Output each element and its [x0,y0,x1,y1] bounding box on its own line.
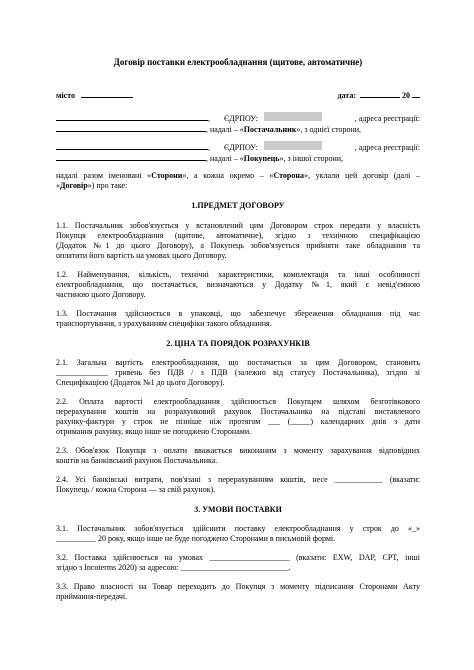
date-year-blank [412,89,420,98]
paragraph-line: Специфікацією (Додаток №1 до цього Договору). [56,378,225,387]
date-label: дата: [337,91,356,100]
buyer-address-label: , адреса реєстрації: [354,143,420,152]
paragraph-line: рахунку-фактури у строк не пізніше ніж протягом ___ (_____) календарних днів з дати [56,417,420,426]
supplier-tail: », з однієї сторони, [296,125,362,134]
paragraph-line: 1.1. Постачальник зобов'язується у встановлений цим Договором строк передати у власність [56,221,420,230]
paragraph-line: 2.1. Загальна вартість електрообладнання, що постачається за цим Договором, становить [56,358,420,367]
paragraph-line: 2.3. Обов'язок Покупця з оплати вважається виконаним з моменту зарахування відповідних [56,446,420,455]
buyer-edrpou-redacted [264,141,322,150]
buyer-line-1: , ЄДРПОУ: , адреса реєстрації: [56,141,420,153]
paragraph-line: згідно з Incoterms 2020) за адресою: ___________________________. [56,563,291,572]
supplier-edrpou-label: ЄДРПОУ: [224,114,258,123]
paragraph-line: _____________ гривень без ПДВ / з ПДВ (залежно від статусу Постачальника), згідно зі [56,368,420,377]
supplier-address-blank [56,123,206,132]
city-blank [81,89,133,98]
paragraph-line: 1.3. Постачання здійснюється в упаковці, що забезпечує збереження обладнання під час [56,309,420,318]
city-date-line [56,89,420,101]
section-heading: 2. ЦІНА ТА ПОРЯДОК РОЗРАХУНКІВ [166,339,310,348]
supplier-line-2 [56,123,420,135]
date-year: 20 [402,91,410,100]
paragraph-line: перерахування коштів на розрахунковий рахунок Постачальника на підставі виставленого [56,407,420,416]
document-title: Договір поставки електрообладнання (щитове, автоматичне) [113,57,363,67]
buyer-hereafter: , надалі – « [206,154,244,163]
paragraph-line: оплатити його вартість на умовах цього Договору. [56,251,227,260]
paragraph-line: 3.2. Поставка здійснюється на умовах ____________________ (вказати: EXW, DAP, CPT, інші [56,553,420,562]
buyer-edrpou-label: ЄДРПОУ: [224,143,258,152]
preamble-line-1: надалі разом іменовані «Сторони», а кожна окремо – «Сторона», уклали цей договір (далі – [56,171,420,180]
paragraph-line: 2.2. Оплата вартості електрообладнання здійснюється Покупцем шляхом безготівкового [56,397,420,406]
paragraph-line: частиною цього Договору. [56,290,146,299]
paragraph-line: транспортування, з урахуванням специфіки такого обладнання. [56,319,272,328]
section-heading: 3. УМОВИ ПОСТАВКИ [194,505,282,514]
buyer-role: Покупець [243,154,280,163]
paragraph-line: __________ 20 року, якщо інше не буде погоджено Сторонами в письмовій формі. [56,534,336,543]
section-heading: 1.ПРЕДМЕТ ДОГОВОРУ [191,201,285,210]
preamble-line-2: «Договір») про таке: [56,181,128,190]
paragraph-line: (Додаток №1 до цього Договору), а Покупець зобов'язується прийняти таке обладнання та [56,241,420,250]
paragraph-line: коштів на банківський рахунок Постачальника. [56,456,218,465]
paragraph-line: електрообладнання, що постачається, визначаються у Додатку №1, який є невід'ємною [56,280,420,289]
paragraph-line: 1.2. Найменування, кількість, технічні характеристики, комплектація та інші особливості [56,270,420,279]
supplier-hereafter: , надалі – « [206,125,244,134]
supplier-role: Постачальник [243,125,297,134]
buyer-name-blank [56,141,208,150]
paragraph-line: Покупець / кожна Сторона — за свій рахунок). [56,485,216,494]
buyer-tail: », з іншої сторони, [279,154,344,163]
paragraph-line: 3.1. Постачальник зобов'язується здійснити поставку електрообладнання у строк до «_» [56,524,420,533]
date-blank [360,89,400,98]
paragraph-line: 3.3. Право власності на Товар переходить до Покупця з моменту підписання Сторонами Акту [56,582,420,591]
paragraph-line: приймання-передачі. [56,592,128,601]
supplier-line-1: , ЄДРПОУ: , адреса реєстрації: [56,112,420,124]
buyer-address-blank [56,152,206,161]
city-label: місто [56,91,76,100]
paragraph-line: Покупця електрообладнання (щитове, автоматичне), згідно з технічною специфікацією [56,231,420,240]
supplier-name-blank [56,112,208,121]
paragraph-line: 2.4. Усі банківські витрати, пов'язані з перерахуванням коштів, несе ____________ (вказати: [56,475,420,484]
buyer-line-2 [56,152,420,164]
supplier-address-label: , адреса реєстрації: [354,114,420,123]
supplier-edrpou-redacted [264,112,322,121]
paragraph-line: отримання рахунку, якщо інше не погоджено Сторонами. [56,427,252,436]
